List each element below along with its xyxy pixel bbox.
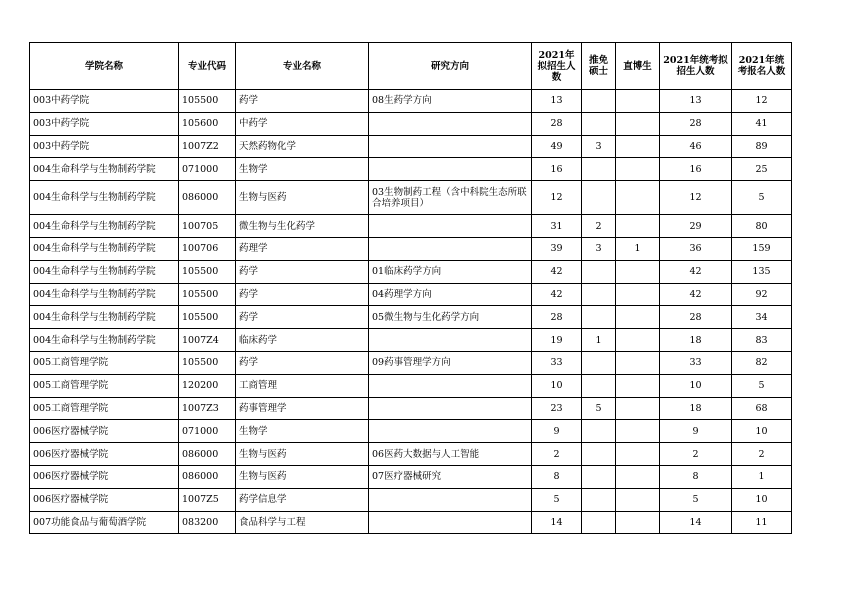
cell-direction	[369, 112, 532, 135]
cell-exam-planned: 18	[660, 397, 732, 420]
cell-planned: 9	[532, 420, 582, 443]
cell-direct-phd	[616, 135, 660, 158]
cell-exam-applicants: 41	[732, 112, 792, 135]
cell-direct-phd	[616, 443, 660, 466]
table-row	[30, 511, 792, 534]
table-row	[30, 306, 792, 329]
cell-code: 105500	[179, 90, 236, 113]
cell-planned: 5	[532, 488, 582, 511]
cell-code: 100705	[179, 215, 236, 238]
cell-exam-applicants: 83	[732, 329, 792, 352]
cell-major: 生物与医药	[236, 181, 369, 215]
header-college: 学院名称	[30, 43, 179, 90]
cell-code: 086000	[179, 465, 236, 488]
cell-exam-applicants: 10	[732, 420, 792, 443]
cell-exam-planned: 29	[660, 215, 732, 238]
cell-exempt	[582, 112, 616, 135]
cell-code: 071000	[179, 420, 236, 443]
cell-major: 生物与医药	[236, 443, 369, 466]
cell-direct-phd	[616, 351, 660, 374]
cell-exempt	[582, 443, 616, 466]
cell-planned: 14	[532, 511, 582, 534]
cell-exempt	[582, 374, 616, 397]
cell-college: 006医疗器械学院	[30, 420, 179, 443]
cell-exempt	[582, 465, 616, 488]
cell-major: 工商管理	[236, 374, 369, 397]
cell-code: 100706	[179, 237, 236, 260]
cell-major: 生物学	[236, 158, 369, 181]
cell-direction: 09药事管理学方向	[369, 351, 532, 374]
cell-exempt	[582, 90, 616, 113]
cell-college: 003中药学院	[30, 90, 179, 113]
cell-direction: 08生药学方向	[369, 90, 532, 113]
cell-exam-applicants: 68	[732, 397, 792, 420]
table-row	[30, 443, 792, 466]
cell-planned: 12	[532, 181, 582, 215]
cell-college: 004生命科学与生物制药学院	[30, 158, 179, 181]
cell-exam-planned: 42	[660, 283, 732, 306]
cell-direct-phd	[616, 181, 660, 215]
cell-direction: 06医药大数据与人工智能	[369, 443, 532, 466]
cell-major: 微生物与生化药学	[236, 215, 369, 238]
cell-exam-applicants: 159	[732, 237, 792, 260]
header-code: 专业代码	[179, 43, 236, 90]
cell-direct-phd: 1	[616, 237, 660, 260]
cell-exempt	[582, 511, 616, 534]
cell-exam-applicants: 5	[732, 181, 792, 215]
header-row	[30, 43, 792, 90]
cell-exam-applicants: 25	[732, 158, 792, 181]
cell-exam-applicants: 80	[732, 215, 792, 238]
cell-exam-planned: 33	[660, 351, 732, 374]
cell-planned: 28	[532, 112, 582, 135]
cell-college: 007功能食品与葡萄酒学院	[30, 511, 179, 534]
cell-college: 004生命科学与生物制药学院	[30, 283, 179, 306]
cell-code: 1007Z5	[179, 488, 236, 511]
table-row	[30, 237, 792, 260]
cell-major: 药学	[236, 90, 369, 113]
cell-college: 003中药学院	[30, 112, 179, 135]
cell-exempt	[582, 283, 616, 306]
cell-direction	[369, 158, 532, 181]
cell-planned: 13	[532, 90, 582, 113]
cell-exam-planned: 9	[660, 420, 732, 443]
cell-direct-phd	[616, 397, 660, 420]
cell-exempt: 3	[582, 237, 616, 260]
cell-major: 药事管理学	[236, 397, 369, 420]
cell-exam-planned: 8	[660, 465, 732, 488]
cell-planned: 49	[532, 135, 582, 158]
cell-code: 105600	[179, 112, 236, 135]
table-row	[30, 135, 792, 158]
cell-direction	[369, 511, 532, 534]
table-row	[30, 329, 792, 352]
cell-major: 药学	[236, 260, 369, 283]
cell-exempt	[582, 158, 616, 181]
cell-direct-phd	[616, 465, 660, 488]
cell-code: 083200	[179, 511, 236, 534]
table-row	[30, 158, 792, 181]
cell-exam-applicants: 89	[732, 135, 792, 158]
cell-code: 1007Z4	[179, 329, 236, 352]
cell-planned: 10	[532, 374, 582, 397]
cell-exam-planned: 28	[660, 112, 732, 135]
cell-major: 药理学	[236, 237, 369, 260]
table-row	[30, 351, 792, 374]
header-exam-planned: 2021年统考拟招生人数	[660, 43, 732, 90]
cell-major: 生物与医药	[236, 465, 369, 488]
cell-college: 004生命科学与生物制药学院	[30, 306, 179, 329]
cell-exam-applicants: 2	[732, 443, 792, 466]
cell-exempt	[582, 181, 616, 215]
cell-code: 071000	[179, 158, 236, 181]
header-planned: 2021年拟招生人数	[532, 43, 582, 90]
cell-direction	[369, 420, 532, 443]
cell-planned: 28	[532, 306, 582, 329]
cell-college: 004生命科学与生物制药学院	[30, 181, 179, 215]
cell-exam-applicants: 10	[732, 488, 792, 511]
cell-college: 004生命科学与生物制药学院	[30, 215, 179, 238]
cell-direct-phd	[616, 329, 660, 352]
cell-exam-planned: 36	[660, 237, 732, 260]
cell-college: 006医疗器械学院	[30, 443, 179, 466]
cell-direction	[369, 397, 532, 420]
cell-exempt: 1	[582, 329, 616, 352]
cell-direction	[369, 215, 532, 238]
cell-direct-phd	[616, 420, 660, 443]
header-major: 专业名称	[236, 43, 369, 90]
cell-exam-applicants: 5	[732, 374, 792, 397]
table-row	[30, 420, 792, 443]
table-row	[30, 397, 792, 420]
cell-exam-applicants: 82	[732, 351, 792, 374]
cell-direction: 01临床药学方向	[369, 260, 532, 283]
cell-exam-applicants: 34	[732, 306, 792, 329]
cell-planned: 2	[532, 443, 582, 466]
cell-college: 006医疗器械学院	[30, 488, 179, 511]
header-direct-phd: 直博生	[616, 43, 660, 90]
cell-direction: 07医疗器械研究	[369, 465, 532, 488]
cell-planned: 23	[532, 397, 582, 420]
table-row	[30, 215, 792, 238]
cell-exempt	[582, 351, 616, 374]
cell-code: 105500	[179, 283, 236, 306]
cell-direction: 03生物制药工程（含中科院生态所联合培养项目）	[369, 181, 532, 215]
cell-direct-phd	[616, 215, 660, 238]
cell-major: 天然药物化学	[236, 135, 369, 158]
table-row	[30, 374, 792, 397]
cell-code: 120200	[179, 374, 236, 397]
cell-direction: 04药理学方向	[369, 283, 532, 306]
cell-planned: 31	[532, 215, 582, 238]
cell-exam-applicants: 1	[732, 465, 792, 488]
cell-direct-phd	[616, 112, 660, 135]
cell-exam-planned: 5	[660, 488, 732, 511]
cell-code: 105500	[179, 351, 236, 374]
cell-exempt	[582, 260, 616, 283]
cell-direct-phd	[616, 283, 660, 306]
cell-major: 中药学	[236, 112, 369, 135]
cell-major: 生物学	[236, 420, 369, 443]
cell-college: 005工商管理学院	[30, 397, 179, 420]
cell-exam-planned: 10	[660, 374, 732, 397]
cell-planned: 8	[532, 465, 582, 488]
cell-exempt: 3	[582, 135, 616, 158]
cell-direction	[369, 488, 532, 511]
header-direction: 研究方向	[369, 43, 532, 90]
cell-exam-planned: 42	[660, 260, 732, 283]
cell-exam-planned: 18	[660, 329, 732, 352]
cell-exempt	[582, 420, 616, 443]
cell-exam-planned: 13	[660, 90, 732, 113]
cell-college: 004生命科学与生物制药学院	[30, 329, 179, 352]
table-row	[30, 465, 792, 488]
cell-planned: 19	[532, 329, 582, 352]
cell-exam-planned: 14	[660, 511, 732, 534]
cell-exempt	[582, 488, 616, 511]
header-exempt: 推免硕士	[582, 43, 616, 90]
cell-major: 药学	[236, 283, 369, 306]
cell-exam-planned: 28	[660, 306, 732, 329]
cell-planned: 16	[532, 158, 582, 181]
cell-exam-planned: 16	[660, 158, 732, 181]
cell-direct-phd	[616, 306, 660, 329]
cell-major: 药学	[236, 306, 369, 329]
cell-code: 1007Z2	[179, 135, 236, 158]
cell-direct-phd	[616, 511, 660, 534]
cell-direct-phd	[616, 90, 660, 113]
table-row	[30, 488, 792, 511]
cell-exam-applicants: 92	[732, 283, 792, 306]
cell-exempt	[582, 306, 616, 329]
cell-direction	[369, 374, 532, 397]
cell-college: 004生命科学与生物制药学院	[30, 237, 179, 260]
cell-direction	[369, 329, 532, 352]
cell-planned: 42	[532, 283, 582, 306]
table-row	[30, 90, 792, 113]
cell-exam-planned: 46	[660, 135, 732, 158]
cell-major: 药学信息学	[236, 488, 369, 511]
cell-exempt: 5	[582, 397, 616, 420]
cell-planned: 33	[532, 351, 582, 374]
table-row	[30, 260, 792, 283]
cell-direct-phd	[616, 260, 660, 283]
cell-code: 086000	[179, 181, 236, 215]
cell-major: 食品科学与工程	[236, 511, 369, 534]
cell-exam-applicants: 11	[732, 511, 792, 534]
cell-college: 006医疗器械学院	[30, 465, 179, 488]
cell-direction	[369, 237, 532, 260]
cell-exam-applicants: 12	[732, 90, 792, 113]
cell-college: 005工商管理学院	[30, 351, 179, 374]
cell-exam-planned: 2	[660, 443, 732, 466]
cell-exam-applicants: 135	[732, 260, 792, 283]
table-row	[30, 283, 792, 306]
cell-exam-planned: 12	[660, 181, 732, 215]
cell-code: 105500	[179, 306, 236, 329]
cell-direct-phd	[616, 374, 660, 397]
table-row	[30, 112, 792, 135]
cell-planned: 39	[532, 237, 582, 260]
table-row	[30, 181, 792, 215]
cell-college: 003中药学院	[30, 135, 179, 158]
cell-code: 1007Z3	[179, 397, 236, 420]
header-exam-applicants: 2021年统考报名人数	[732, 43, 792, 90]
cell-major: 药学	[236, 351, 369, 374]
cell-exempt: 2	[582, 215, 616, 238]
cell-direction: 05微生物与生化药学方向	[369, 306, 532, 329]
cell-code: 105500	[179, 260, 236, 283]
cell-major: 临床药学	[236, 329, 369, 352]
cell-college: 004生命科学与生物制药学院	[30, 260, 179, 283]
cell-planned: 42	[532, 260, 582, 283]
cell-direction	[369, 135, 532, 158]
cell-code: 086000	[179, 443, 236, 466]
enrollment-table	[29, 42, 792, 534]
cell-direct-phd	[616, 158, 660, 181]
cell-college: 005工商管理学院	[30, 374, 179, 397]
cell-direct-phd	[616, 488, 660, 511]
